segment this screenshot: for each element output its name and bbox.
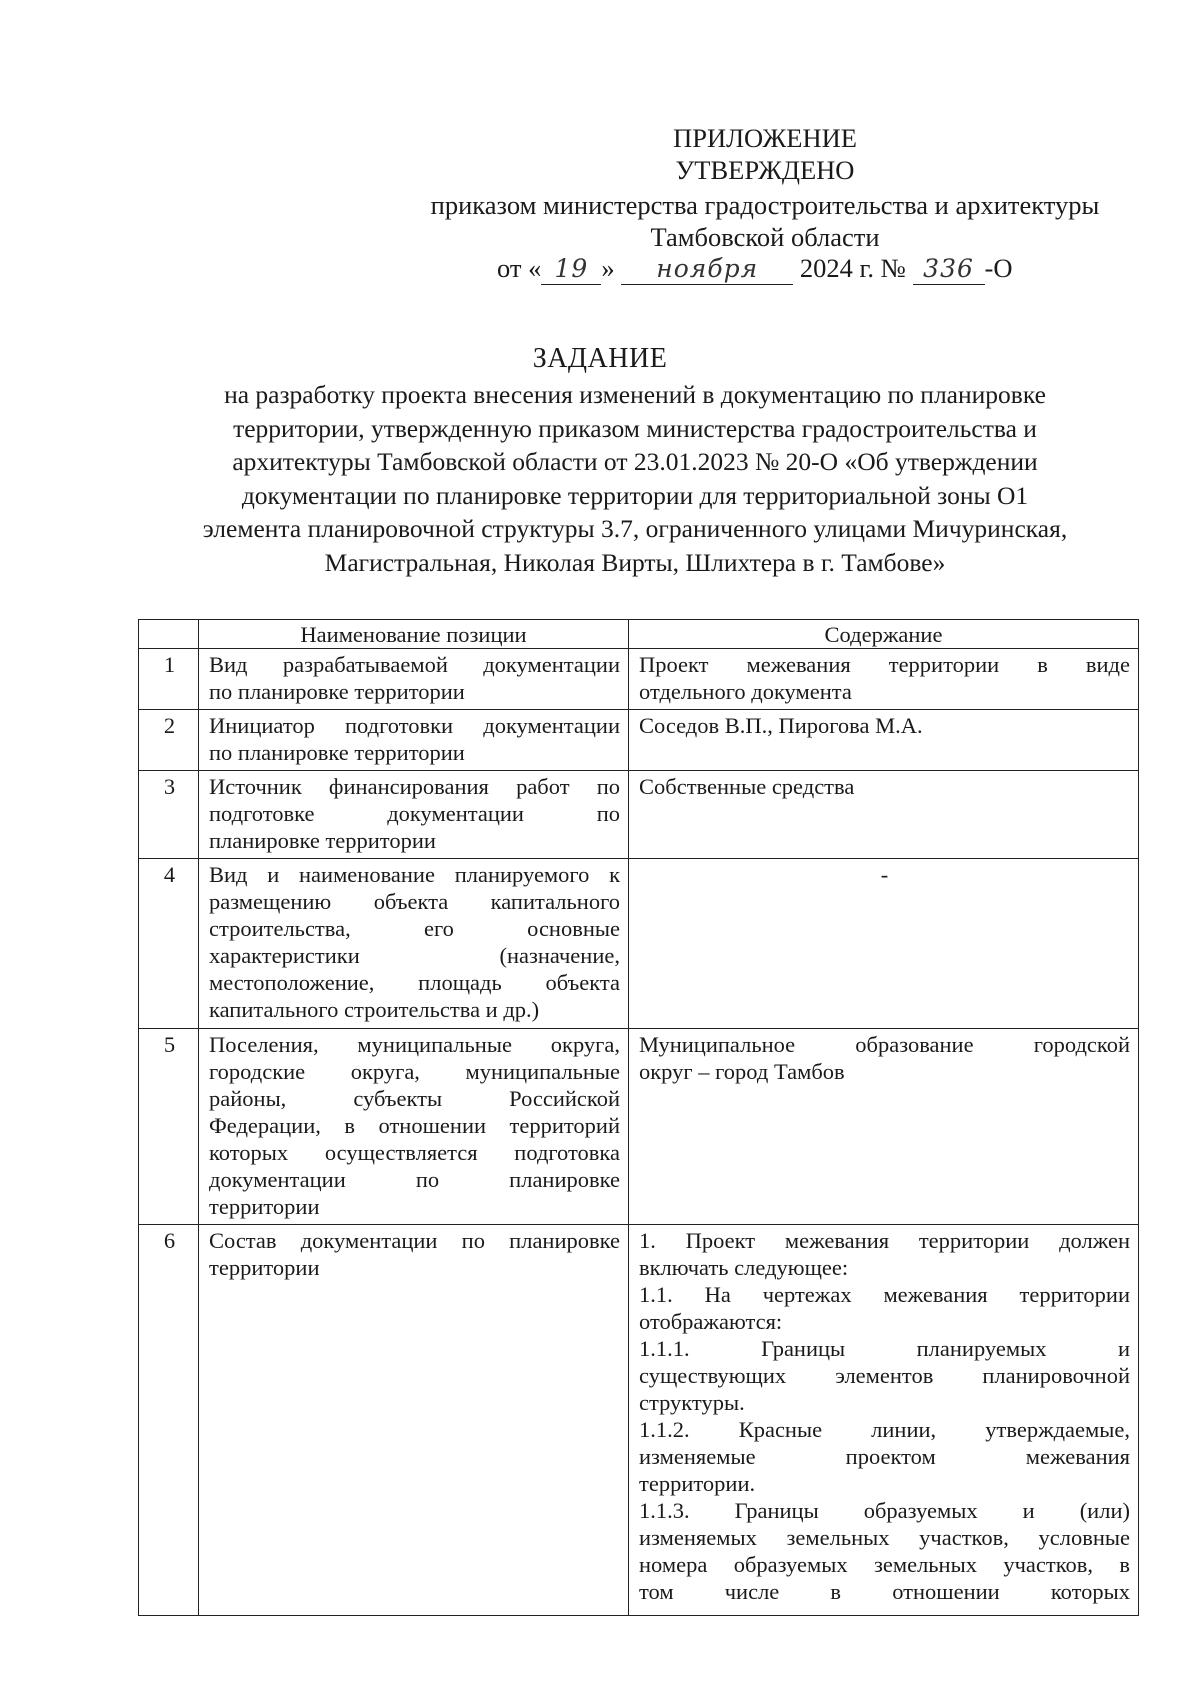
approval-date-line — [497, 253, 1013, 285]
cell-line: Состав документации по планировке — [209, 1228, 620, 1253]
row-content — [629, 771, 1139, 859]
order-number-suffix: -О — [984, 253, 1013, 283]
cell-line: строительства, его основные — [209, 916, 620, 941]
cell-line: Проект межевания территории в виде — [639, 652, 1130, 677]
date-year: 2024 г. № — [799, 253, 906, 283]
cell-line: номера образуемых земельных участков, в — [639, 1552, 1130, 1577]
row-position — [199, 859, 629, 1029]
date-mid: » — [601, 253, 615, 283]
row-content — [629, 710, 1139, 771]
header-number — [139, 620, 199, 649]
cell-line: которых осуществляется подготовка — [209, 1140, 620, 1165]
cell-line: Поселения, муниципальные округа, — [209, 1032, 620, 1057]
cell-line: - — [880, 862, 889, 887]
task-line: Магистральная, Николая Вирты, Шлихтера в г. Тамбове» — [324, 547, 946, 577]
cell-line: капитального строительства и др.) — [209, 997, 540, 1022]
row-number: 1 — [139, 649, 199, 710]
table-row — [139, 1225, 1139, 1616]
row-content — [629, 649, 1139, 710]
cell-line: по планировке территории — [209, 679, 465, 704]
approval-line-1: приказом министерства градостроительства и архитектуры — [430, 190, 1100, 220]
cell-line: 1.1. На чертежах межевания территории — [639, 1282, 1130, 1307]
cell-line: Собственные средства — [639, 774, 855, 799]
cell-line: 1. Проект межевания территории должен — [639, 1228, 1130, 1253]
cell-line: структуры. — [639, 1390, 745, 1415]
cell-line: подготовке документации по — [209, 801, 620, 826]
handwritten-day: 19 — [541, 253, 601, 285]
cell-line: Федерации, в отношении территорий — [209, 1113, 620, 1138]
handwritten-month: ноября — [621, 253, 793, 285]
task-line: документации по планировке территории для территориальной зоны О1 — [241, 480, 1029, 510]
row-number: 4 — [139, 859, 199, 1029]
task-table — [138, 619, 1139, 1616]
header-position: Наименование позиции — [199, 620, 629, 649]
row-number: 6 — [139, 1225, 199, 1616]
cell-line: планировке территории — [209, 828, 436, 853]
cell-line: отдельного документа — [639, 679, 852, 704]
cell-line: изменяемых земельных участков, условные — [639, 1525, 1130, 1550]
cell-line: существующих элементов планировочной — [639, 1363, 1130, 1388]
row-number: 3 — [139, 771, 199, 859]
cell-line: Вид разрабатываемой документации — [209, 652, 620, 677]
approval-line-2: Тамбовской области — [650, 222, 880, 252]
cell-line: Инициатор подготовки документации — [209, 713, 620, 738]
cell-line: по планировке территории — [209, 740, 465, 765]
cell-line: Соседов В.П., Пирогова М.А. — [639, 713, 923, 738]
row-position — [199, 771, 629, 859]
cell-line: Муниципальное образование городской — [639, 1032, 1130, 1057]
row-content — [629, 1029, 1139, 1225]
handwritten-order-number: 336 — [913, 253, 985, 285]
date-prefix: от « — [497, 253, 542, 283]
cell-line: 1.1.2. Красные линии, утверждаемые, — [639, 1417, 1130, 1442]
cell-line: 1.1.1. Границы планируемых и — [639, 1336, 1130, 1361]
task-line: архитектуры Тамбовской области от 23.01.2023 № 20-О «Об утверждении — [232, 447, 1038, 476]
table-row — [139, 859, 1139, 1029]
row-position — [199, 710, 629, 771]
cell-line: местоположение, площадь объекта — [209, 970, 620, 995]
cell-line: городские округа, муниципальные — [209, 1059, 620, 1084]
table-row — [139, 649, 1139, 710]
cell-line: территории — [209, 1255, 320, 1280]
row-number: 5 — [139, 1029, 199, 1225]
row-position — [199, 649, 629, 710]
cell-line: 1.1.3. Границы образуемых и (или) — [639, 1498, 1130, 1523]
row-position — [199, 1029, 629, 1225]
header-content: Содержание — [629, 620, 1139, 649]
cell-line: территории. — [639, 1471, 756, 1496]
row-content — [629, 1225, 1139, 1616]
cell-line: том числе в отношении которых — [639, 1579, 1130, 1604]
table-row — [139, 710, 1139, 771]
appendix-heading: ПРИЛОЖЕНИЕ — [673, 123, 857, 153]
row-content — [629, 859, 1139, 1029]
cell-line: размещению объекта капитального — [209, 889, 620, 914]
cell-line: Вид и наименование планируемого к — [209, 862, 620, 887]
cell-line: территории — [209, 1194, 320, 1219]
task-description — [130, 378, 1140, 579]
table-row — [139, 1029, 1139, 1225]
cell-line: Источник финансирования работ по — [209, 774, 620, 799]
cell-line: изменяемые проектом межевания — [639, 1444, 1130, 1469]
task-line: элемента планировочной структуры 3.7, ограниченного улицами Мичуринская, — [202, 514, 1068, 543]
approved-heading: УТВЕРЖДЕНО — [675, 155, 855, 185]
row-position — [199, 1225, 629, 1616]
cell-line: характеристики (назначение, — [209, 943, 620, 968]
row-number: 2 — [139, 710, 199, 771]
task-line: на разработку проекта внесения изменений в документацию по планировке — [224, 380, 1046, 409]
cell-line: округ – город Тамбов — [639, 1059, 845, 1084]
cell-line: отображаются: — [639, 1309, 783, 1334]
cell-line: документации по планировке — [209, 1167, 620, 1192]
table-header-row — [139, 620, 1139, 649]
task-line: территории, утвержденную приказом министерства градостроительства и — [233, 413, 1037, 443]
table-row — [139, 771, 1139, 859]
cell-line: включать следующее: — [639, 1255, 849, 1280]
cell-line: районы, субъекты Российской — [209, 1086, 620, 1111]
task-title: ЗАДАНИЕ — [532, 343, 668, 374]
